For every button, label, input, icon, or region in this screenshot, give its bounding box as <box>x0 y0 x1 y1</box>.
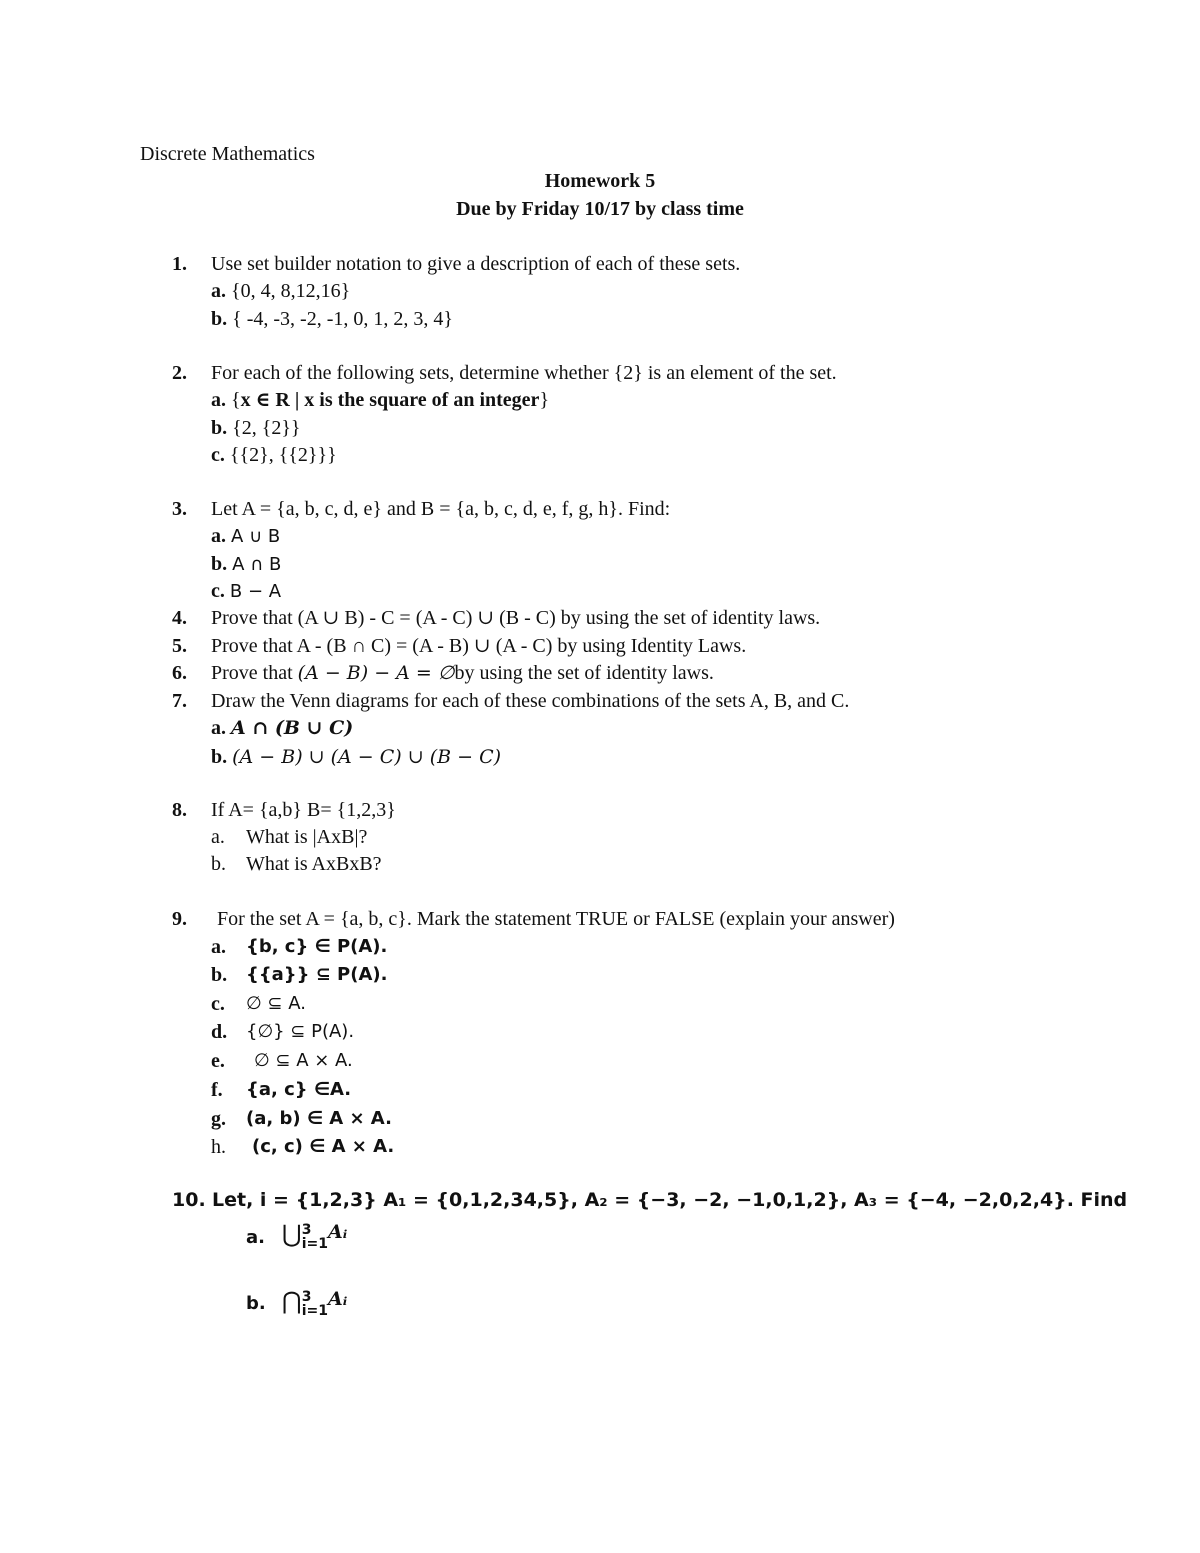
q8-b-text: What is AxBxB? <box>246 853 382 875</box>
big-intersection-icon: ⋂ <box>282 1287 302 1315</box>
q1-a-text: {0, 4, 8,12,16} <box>231 280 351 302</box>
q8-b-label: b. <box>211 853 226 875</box>
q9-e-label: e. <box>211 1050 225 1072</box>
q9-b-text: {{a}} ⊆ P(A). <box>246 964 388 985</box>
q1-text: Use set builder notation to give a description of each of these sets. <box>211 253 741 275</box>
q1-number: 1. <box>172 253 187 275</box>
q3-c-text: B − A <box>229 581 282 602</box>
q2-a-open: { <box>231 389 241 411</box>
q2-number: 2. <box>172 362 187 384</box>
q3-text: Let A = {a, b, c, d, e} and B = {a, b, c, d, e, f, g, h}. Find: <box>211 498 671 520</box>
q3-a-text: A ∪ B <box>231 526 281 547</box>
q9-a-label: a. <box>211 936 226 958</box>
q10-a-label: a. <box>246 1227 265 1248</box>
q8-number: 8. <box>172 799 187 821</box>
q10-a-limits <box>302 1223 328 1251</box>
q9-g-text: (a, b) ∈ A × A. <box>246 1108 392 1129</box>
q9-text: For the set A = {a, b, c}. Mark the statement TRUE or FALSE (explain your answer) <box>217 908 895 930</box>
q3-a-label: a. <box>211 525 226 547</box>
q2-part-a <box>211 388 549 412</box>
q6-line <box>211 661 714 685</box>
q2-c-label: c. <box>211 444 225 466</box>
q3-number: 3. <box>172 498 187 520</box>
q7-part-a <box>211 716 353 740</box>
q7-text: Draw the Venn diagrams for each of these combinations of the sets A, B, and C. <box>211 690 850 712</box>
q6-number: 6. <box>172 662 187 684</box>
q7-a-text: A ∩ (B ∪ C) <box>231 717 354 739</box>
q2-c-text: {{2}, {{2}}} <box>229 444 337 466</box>
q10-b-term: Aᵢ <box>327 1288 348 1310</box>
q9-f-label: f. <box>211 1079 223 1101</box>
q10-b-limits <box>302 1290 328 1318</box>
q5-number: 5. <box>172 635 187 657</box>
q10-a-lower: i=1 <box>301 1236 328 1252</box>
q2-part-b <box>211 416 301 440</box>
q10-text: Let, i = {1,2,3} A₁ = {0,1,2,34,5}, A₂ = {−3, −2, −1,0,1,2}, A₃ = {−4, −2,0,2,4}. Find <box>212 1189 1128 1211</box>
big-union-icon: ⋃ <box>282 1220 302 1248</box>
q10-b-lower: i=1 <box>301 1303 328 1319</box>
q2-b-text: {2, {2}} <box>232 417 301 439</box>
q5-text: Prove that A - (B ∩ C) = (A - B) ∪ (A - C) by using Identity Laws. <box>211 635 747 657</box>
q9-d-label: d. <box>211 1021 228 1043</box>
q3-part-a <box>211 524 280 549</box>
q9-e-text: ∅ ⊆ A × A. <box>254 1050 353 1071</box>
q9-c-label: c. <box>211 993 225 1015</box>
q7-b-text: (A − B) ∪ (A − C) ∪ (B − C) <box>232 746 502 768</box>
q7-b-label: b. <box>211 746 228 768</box>
q9-b-label: b. <box>211 964 228 986</box>
q2-a-close: } <box>539 389 550 411</box>
q1-part-b <box>211 307 453 331</box>
q3-part-c <box>211 579 281 604</box>
q7-number: 7. <box>172 690 187 712</box>
q9-c-text: ∅ ⊆ A. <box>246 993 306 1014</box>
q10-number: 10. <box>172 1189 206 1211</box>
homework-title: Homework 5 <box>544 170 656 192</box>
q6-pre: Prove that <box>211 662 298 684</box>
q8-a-label: a. <box>211 826 225 848</box>
q2-a-label: a. <box>211 389 226 411</box>
q9-f-text: {a, c} ∈A. <box>246 1079 352 1100</box>
q10-b-label: b. <box>246 1293 266 1314</box>
q4-text: Prove that (A ∪ B) - C = (A - C) ∪ (B - C) by using the set of identity laws. <box>211 607 821 629</box>
q9-a-text: {b, c} ∈ P(A). <box>246 936 388 957</box>
q8-text: If A= {a,b} B= {1,2,3} <box>211 799 396 821</box>
q1-b-text: { -4, -3, -2, -1, 0, 1, 2, 3, 4} <box>232 308 453 330</box>
q2-part-c <box>211 443 337 467</box>
q7-a-label: a. <box>211 717 226 739</box>
q1-part-a <box>211 279 350 303</box>
q10-a-upper: 3 <box>301 1222 312 1238</box>
q3-part-b <box>211 552 281 577</box>
q6-math: (A − B) − A = ∅ <box>297 662 455 684</box>
q2-text: For each of the following sets, determine whether {2} is an element of the set. <box>211 362 837 384</box>
q6-post: by using the set of identity laws. <box>454 662 714 684</box>
q10-b-expr <box>282 1287 347 1318</box>
q10-a-term: Aᵢ <box>327 1221 348 1243</box>
q8-a-text: What is |AxB|? <box>246 826 368 848</box>
q3-c-label: c. <box>211 580 225 602</box>
q9-number: 9. <box>172 908 187 930</box>
q2-b-label: b. <box>211 417 228 439</box>
q10-a-expr <box>282 1220 347 1251</box>
q9-g-label: g. <box>211 1108 226 1130</box>
q9-d-text: {∅} ⊆ P(A). <box>246 1021 355 1042</box>
q7-part-b <box>211 745 501 769</box>
q9-h-text: (c, c) ∈ A × A. <box>252 1136 395 1157</box>
q3-b-label: b. <box>211 553 228 575</box>
q3-b-text: A ∩ B <box>232 554 282 575</box>
q1-a-label: a. <box>211 280 226 302</box>
q9-h-label: h. <box>211 1136 226 1158</box>
q4-number: 4. <box>172 607 187 629</box>
q10-b-upper: 3 <box>301 1289 312 1305</box>
q1-b-label: b. <box>211 308 228 330</box>
q2-a-text: x ∈ R | x is the square of an integer <box>240 389 540 411</box>
due-date: Due by Friday 10/17 by class time <box>456 198 744 220</box>
course-name: Discrete Mathematics <box>140 143 315 165</box>
